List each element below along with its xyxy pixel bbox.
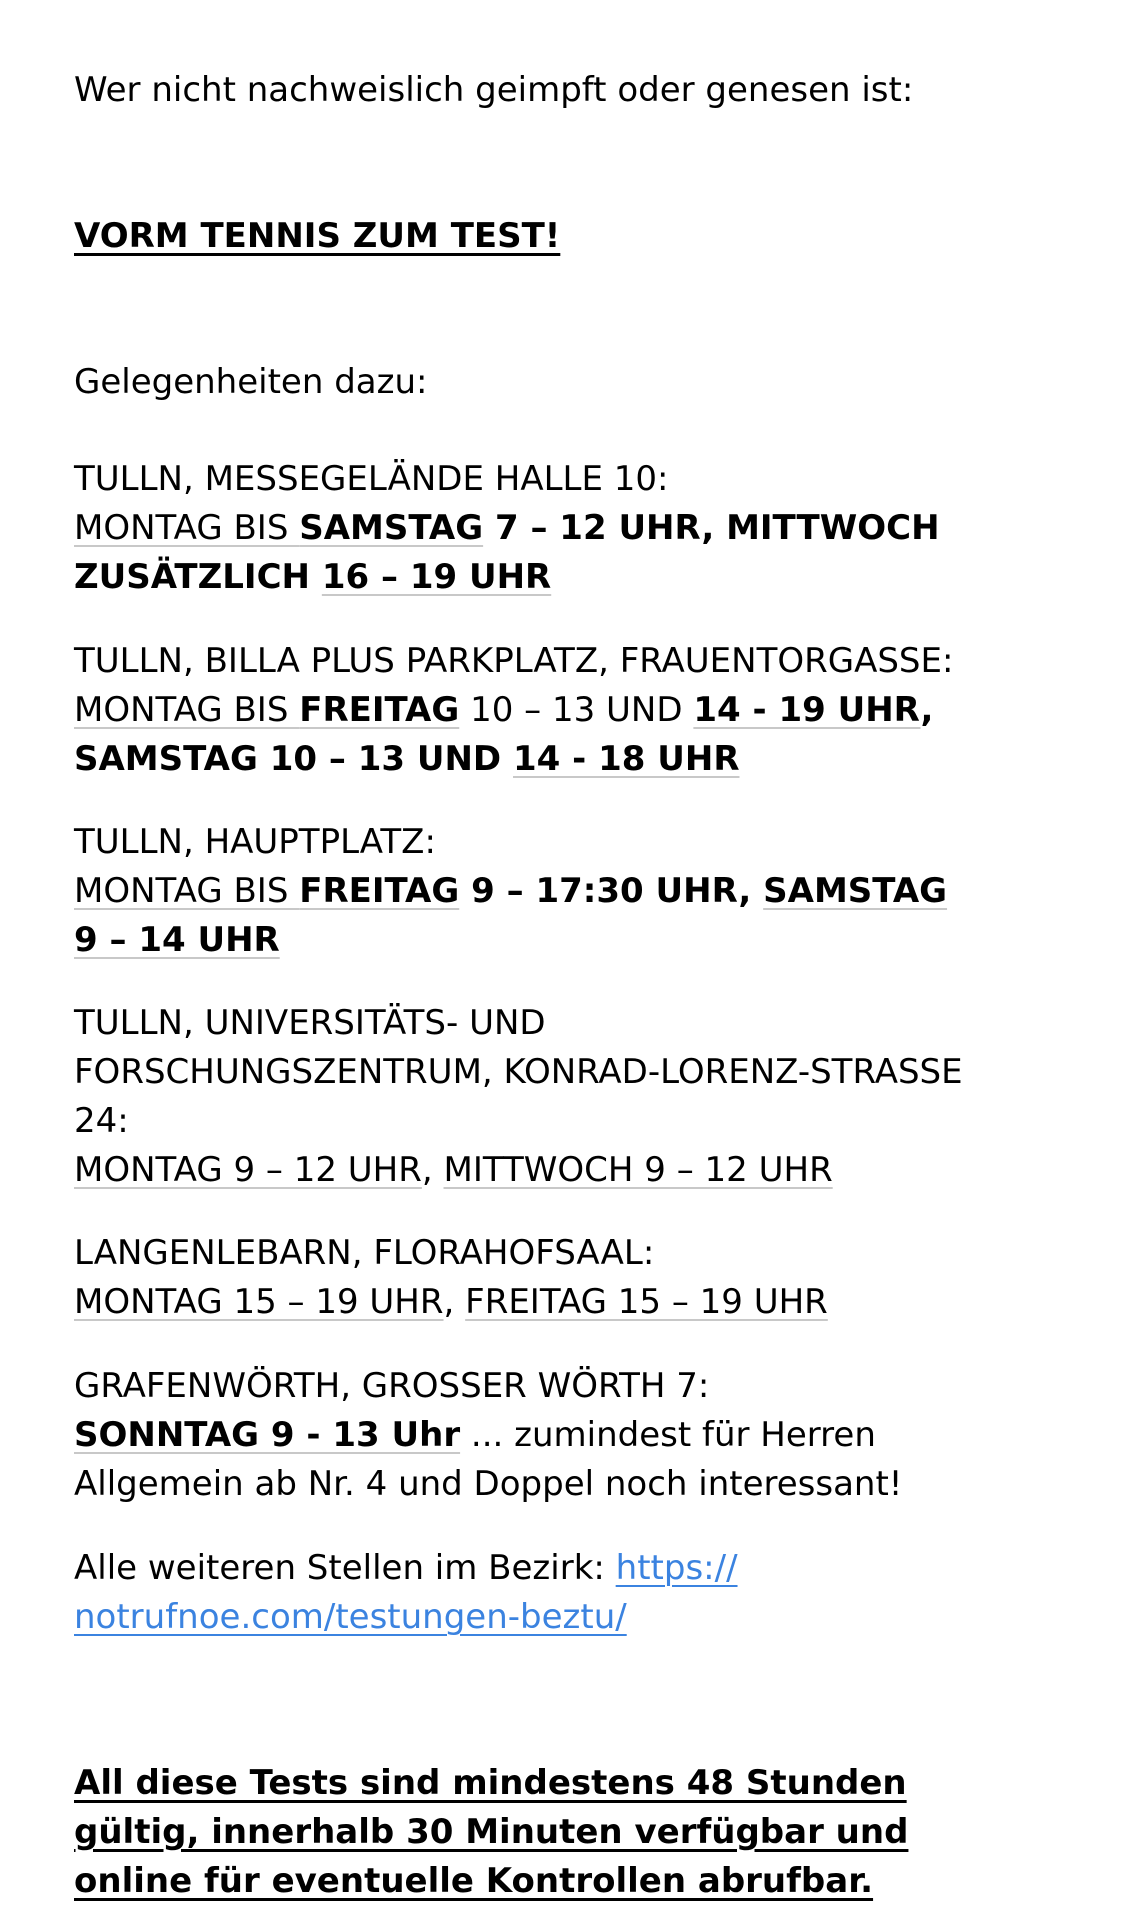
location-hours: MONTAG 15 – 19 UHR, FREITAG 15 – 19 UHR: [74, 1282, 828, 1322]
location-note: Allgemein ab Nr. 4 und Doppel noch interessant!: [74, 1464, 903, 1504]
opportunities-label: Gelegenheiten dazu:: [74, 362, 428, 402]
location-name: TULLN, HAUPTPLATZ:: [74, 822, 436, 862]
location-hours: MONTAG 9 – 12 UHR, MITTWOCH 9 – 12 UHR: [74, 1150, 833, 1190]
location-name-3: 24:: [74, 1101, 129, 1141]
location-grafenwoerth: [74, 1362, 1085, 1509]
intro-text: Wer nicht nachweislich geimpft oder genesen ist:: [74, 70, 914, 110]
location-hours-2: ZUSÄTZLICH 16 – 19 UHR: [74, 557, 552, 597]
location-name: TULLN, BILLA PLUS PARKPLATZ, FRAUENTORGASSE:: [74, 641, 954, 681]
location-name: GRAFENWÖRTH, GROSSER WÖRTH 7:: [74, 1366, 710, 1406]
location-name: LANGENLEBARN, FLORAHOFSAAL:: [74, 1233, 655, 1273]
testungen-link[interactable]: https://: [615, 1548, 738, 1588]
location-hours: SONNTAG 9 - 13 Uhr ... zumindest für Herren: [74, 1415, 876, 1455]
headline: VORM TENNIS ZUM TEST!: [74, 216, 561, 256]
location-hours: MONTAG BIS FREITAG 9 – 17:30 UHR, SAMSTAG: [74, 871, 948, 911]
location-name: TULLN, MESSEGELÄNDE HALLE 10:: [74, 459, 669, 499]
location-hours: MONTAG BIS SAMSTAG 7 – 12 UHR, MITTWOCH: [74, 508, 940, 548]
location-billa-plus: [74, 637, 1085, 784]
more-locations: Alle weiteren Stellen im Bezirk: https:// notrufnoe.com/testungen-beztu/: [74, 1548, 738, 1637]
location-messegelaende: [74, 455, 1085, 602]
location-hauptplatz: [74, 818, 1085, 965]
testungen-link-continued[interactable]: notrufnoe.com/testungen-beztu/: [74, 1597, 627, 1637]
footer-note: All diese Tests sind mindestens 48 Stunden gültig, innerhalb 30 Minuten verfügbar und online für eventuelle Kontrollen abrufbar.: [74, 1763, 909, 1901]
location-hours-2: SAMSTAG 10 – 13 UND 14 - 18 UHR: [74, 739, 740, 779]
location-name: TULLN, UNIVERSITÄTS- UND: [74, 1003, 546, 1043]
location-uni-forschungszentrum: [74, 999, 1085, 1195]
location-hours: MONTAG BIS FREITAG 10 – 13 UND 14 - 19 UHR,: [74, 690, 934, 730]
location-hours-2: 9 – 14 UHR: [74, 920, 280, 960]
location-florahofsaal: [74, 1229, 1085, 1327]
location-name-2: FORSCHUNGSZENTRUM, KONRAD-LORENZ-STRASSE: [74, 1052, 963, 1092]
